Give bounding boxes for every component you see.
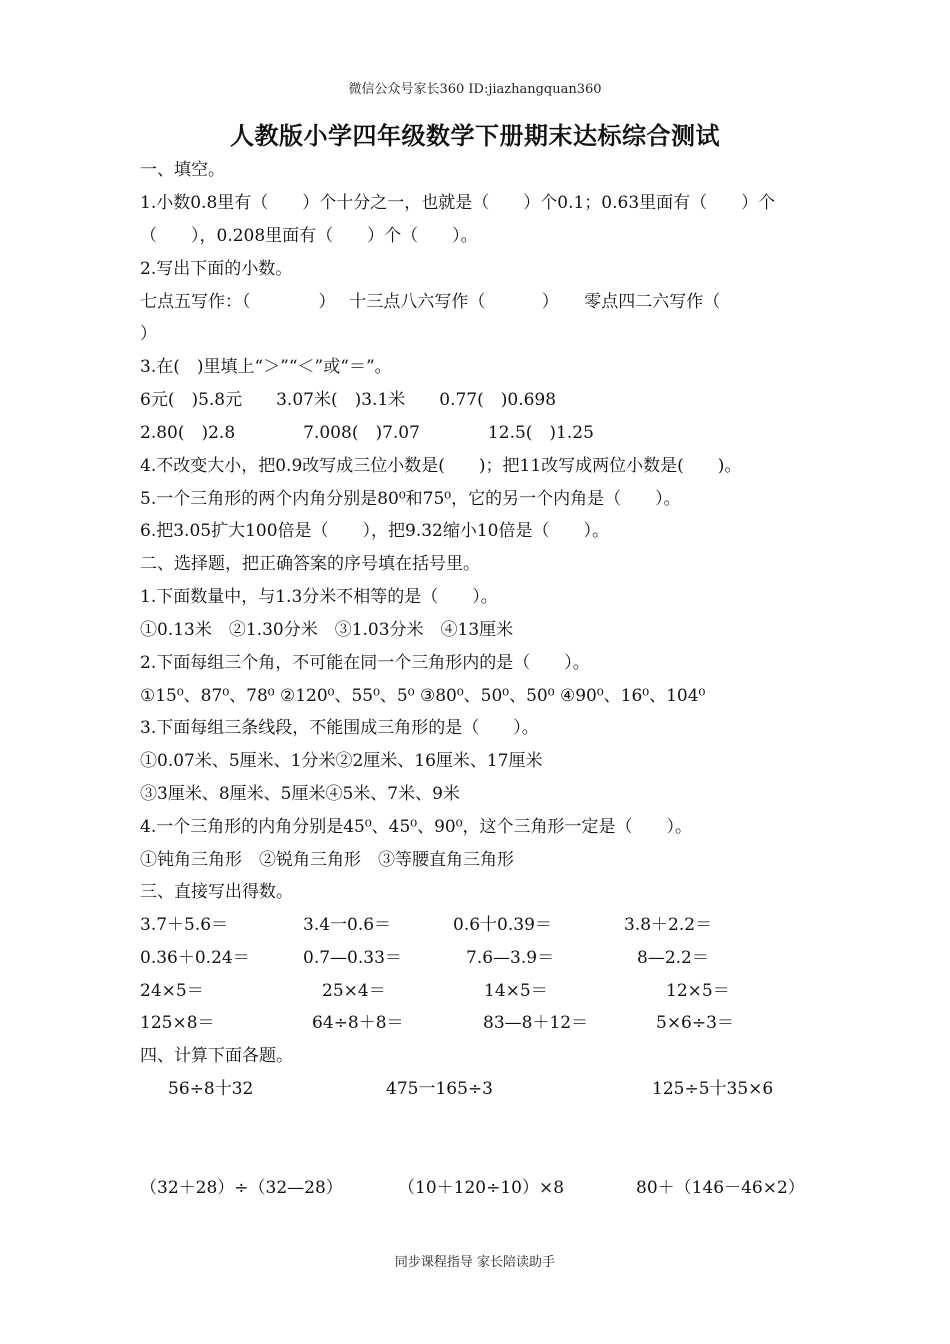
- calc-problem: 80＋（146－46×2）: [636, 1178, 805, 1198]
- question-line: 1.小数0.8里有（ ）个十分之一，也就是（ ）个0.1；0.63里面有（ ）个: [140, 193, 776, 213]
- footer-note: 同步课程指导 家长陪读助手: [394, 1255, 556, 1270]
- question-line: 5.一个三角形的两个内角分别是80⁰和75⁰，它的另一个内角是（ ）。: [140, 489, 681, 509]
- calc-problem: （32＋28）÷（32—28）: [140, 1178, 343, 1198]
- option-line: ③3厘米、8厘米、5厘米④5米、7米、9米: [140, 784, 460, 804]
- calc-item: 25×4＝: [322, 981, 386, 1001]
- calc-item: 83—8＋12＝: [483, 1013, 589, 1033]
- option-line: ①0.07米、5厘米、1分米②2厘米、16厘米、17厘米: [140, 751, 543, 771]
- header-note: 微信公众号家长360 ID:jiazhangquan360: [348, 82, 602, 97]
- calc-item: 14×5＝: [484, 981, 548, 1001]
- question-line: （ ），0.208里面有（ ）个（ ）。: [140, 226, 478, 246]
- question-line: 6.把3.05扩大100倍是（ ），把9.32缩小10倍是（ ）。: [140, 521, 610, 541]
- calc-item: 3.7＋5.6＝: [140, 915, 229, 935]
- calc-item: 8—2.2＝: [637, 948, 709, 968]
- calc-item: 24×5＝: [140, 981, 204, 1001]
- calc-item: 7.6—3.9＝: [466, 948, 555, 968]
- section-heading: 一、填空。: [140, 160, 225, 180]
- calc-item: 125×8＝: [140, 1013, 215, 1033]
- calc-item: 0.6十0.39＝: [453, 915, 552, 935]
- question-line: 4.一个三角形的内角分别是45⁰、45⁰、90⁰，这个三角形一定是（ ）。: [140, 817, 693, 837]
- calc-problem: 56÷8十32: [168, 1079, 254, 1099]
- question-line: 2.80( )2.8 7.008( )7.07 12.5( )1.25: [140, 423, 594, 443]
- question-line: 4.不改变大小，把0.9改写成三位小数是( )；把11改写成两位小数是( )。: [140, 456, 742, 476]
- section-heading: 二、选择题，把正确答案的序号填在括号里。: [140, 554, 480, 574]
- question-line: 2.下面每组三个角，不可能在同一个三角形内的是（ ）。: [140, 653, 590, 673]
- calc-item: 5×6÷3＝: [656, 1013, 734, 1033]
- question-line: 2.写出下面的小数。: [140, 259, 293, 279]
- question-line: 1.下面数量中，与1.3分米不相等的是（ ）。: [140, 587, 498, 607]
- option-line: ①0.13米 ②1.30分米 ③1.03分米 ④13厘米: [140, 620, 514, 640]
- page-title: 人教版小学四年级数学下册期末达标综合测试: [230, 121, 720, 150]
- question-line: 3.下面每组三条线段，不能围成三角形的是（ ）。: [140, 718, 539, 738]
- calc-problem: 125÷5十35×6: [652, 1079, 774, 1099]
- section-heading: 四、计算下面各题。: [140, 1046, 293, 1066]
- calc-item: 12×5＝: [666, 981, 730, 1001]
- calc-item: 3.4一0.6＝: [303, 915, 392, 935]
- question-line: 3.在( )里填上“＞”“＜”或“＝”。: [140, 357, 392, 377]
- calc-problem: 475一165÷3: [386, 1079, 493, 1099]
- question-line: 6元( )5.8元 3.07米( )3.1米 0.77( )0.698: [140, 390, 557, 410]
- option-line: ①钝角三角形 ②锐角三角形 ③等腰直角三角形: [140, 850, 514, 870]
- calc-problem: （10＋120÷10）×8: [398, 1178, 565, 1198]
- calc-item: 64÷8＋8＝: [312, 1013, 404, 1033]
- calc-item: 0.36＋0.24＝: [140, 948, 250, 968]
- section-heading: 三、直接写出得数。: [140, 882, 293, 902]
- question-line: 七点五写作：（ ） 十三点八六写作（ ） 零点四二六写作（: [140, 292, 721, 312]
- question-line: ）: [140, 324, 157, 344]
- option-line: ①15⁰、87⁰、78⁰ ②120⁰、55⁰、5⁰ ③80⁰、50⁰、50⁰ ④90⁰、16⁰、104⁰: [140, 686, 706, 706]
- calc-item: 3.8＋2.2＝: [624, 915, 713, 935]
- calc-item: 0.7—0.33＝: [303, 948, 402, 968]
